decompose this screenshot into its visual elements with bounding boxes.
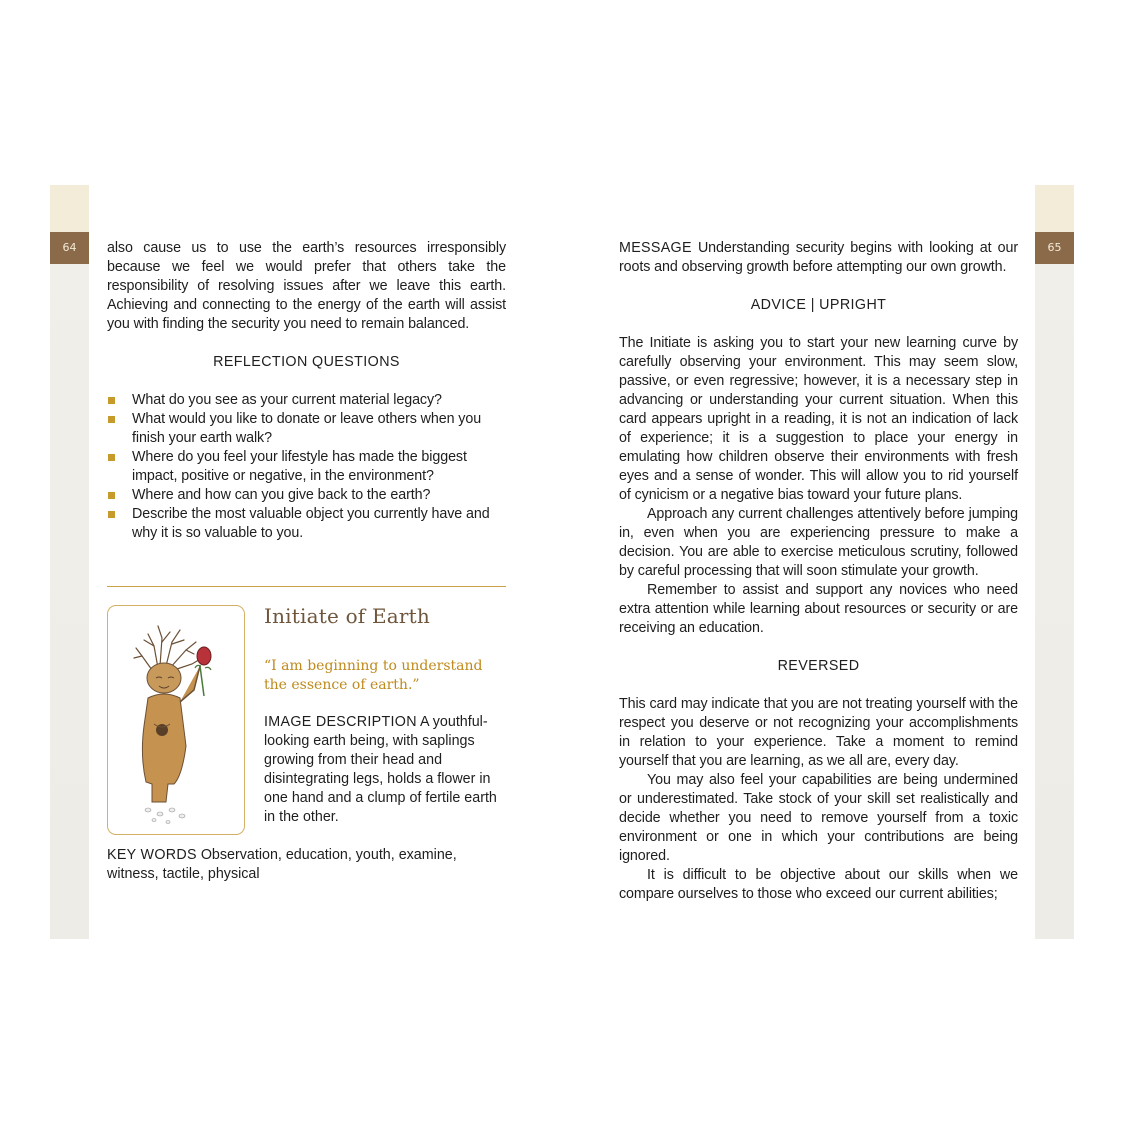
reflection-questions-list: [107, 391, 506, 543]
right-page-text: [619, 239, 1018, 904]
card-title: Initiate of Earth: [264, 604, 430, 628]
key-words-text: Observation, education, youth, examine, witness, tactile, physical: [107, 847, 457, 882]
message-label: MESSAGE: [619, 240, 692, 256]
reflection-heading: REFLECTION QUESTIONS: [213, 354, 400, 370]
intro-paragraph: also cause us to use the earth’s resources irresponsibly because we feel we would prefer that others take the responsibility of resolving issues after we leave this earth. Achieving and connecting to the energy of the earth will assist you with finding the security you need to remain balanced.: [107, 240, 506, 332]
left-page-text: [107, 239, 506, 543]
page-number-left: 64: [50, 232, 89, 264]
reversed-paragraph: It is difficult to be objective about our skills when we compare ourselves to those who exceed our current abilities;: [619, 867, 1018, 902]
key-words-label: KEY WORDS: [107, 847, 197, 863]
page-number-right: 65: [1035, 232, 1074, 264]
card-illustration: [107, 605, 245, 835]
image-description: [264, 713, 506, 827]
list-item: Where do you feel your lifestyle has made the biggest impact, positive or negative, in the environment?: [107, 448, 506, 486]
advice-heading: ADVICE | UPRIGHT: [750, 297, 887, 313]
list-item: Where and how can you give back to the earth?: [107, 486, 506, 505]
advice-paragraph: Remember to assist and support any novices who need extra attention while learning about resources or security or are receiving an education.: [619, 582, 1018, 636]
advice-paragraph: The Initiate is asking you to start your new learning curve by carefully observing your environment. This may seem slow, passive, or even regressive; however, it is a necessary step in advancing or understanding your current situation. When this card appears upright in a reading, it is not an indication of lack of experience; it is a suggestion to place your energy in emulating how children observe their environments with fresh eyes and a sense of wonder. This will allow you to rid yourself of cynicism or a negative bias toward your future plans.: [619, 335, 1018, 503]
reversed-paragraph: This card may indicate that you are not treating yourself with the respect you deserve or not recognizing your accomplishments in relation to your experience. Take a moment to remind yourself that you are learning, as we all are, every day.: [619, 696, 1018, 769]
list-item: Describe the most valuable object you currently have and why it is so valuable to you.: [107, 505, 506, 543]
left-page-edge: [50, 185, 89, 939]
message-text: Understanding security begins with looking at our roots and observing growth before attempting our own growth.: [619, 240, 1019, 275]
list-item: What would you like to donate or leave others when you finish your earth walk?: [107, 410, 506, 448]
reversed-paragraph: You may also feel your capabilities are being undermined or underestimated. Take stock of your skill set realistically and decide whether you need to remove yourself from a toxic environment or one in which your contributions are being ignored.: [619, 772, 1018, 864]
card-quote: “I am beginning to understand the essence of earth.”: [264, 658, 483, 693]
message-paragraph: [619, 239, 1018, 277]
image-description-label: IMAGE DESCRIPTION: [264, 714, 417, 730]
key-words: [107, 846, 506, 884]
right-page-edge: [1035, 185, 1074, 939]
advice-paragraph: Approach any current challenges attentively before jumping in, even when you are experiencing pressure to make a decision. You are able to exercise meticulous scrutiny, followed by careful processing that will soon stimulate your growth.: [619, 506, 1018, 579]
section-divider: [107, 586, 506, 587]
image-description-text: A youthful-looking earth being, with saplings growing from their head and disintegrating legs, holds a flower in one hand and a clump of fertile earth in the other.: [264, 714, 497, 825]
reversed-heading: REVERSED: [777, 658, 860, 674]
list-item: What do you see as your current material legacy?: [107, 391, 506, 410]
